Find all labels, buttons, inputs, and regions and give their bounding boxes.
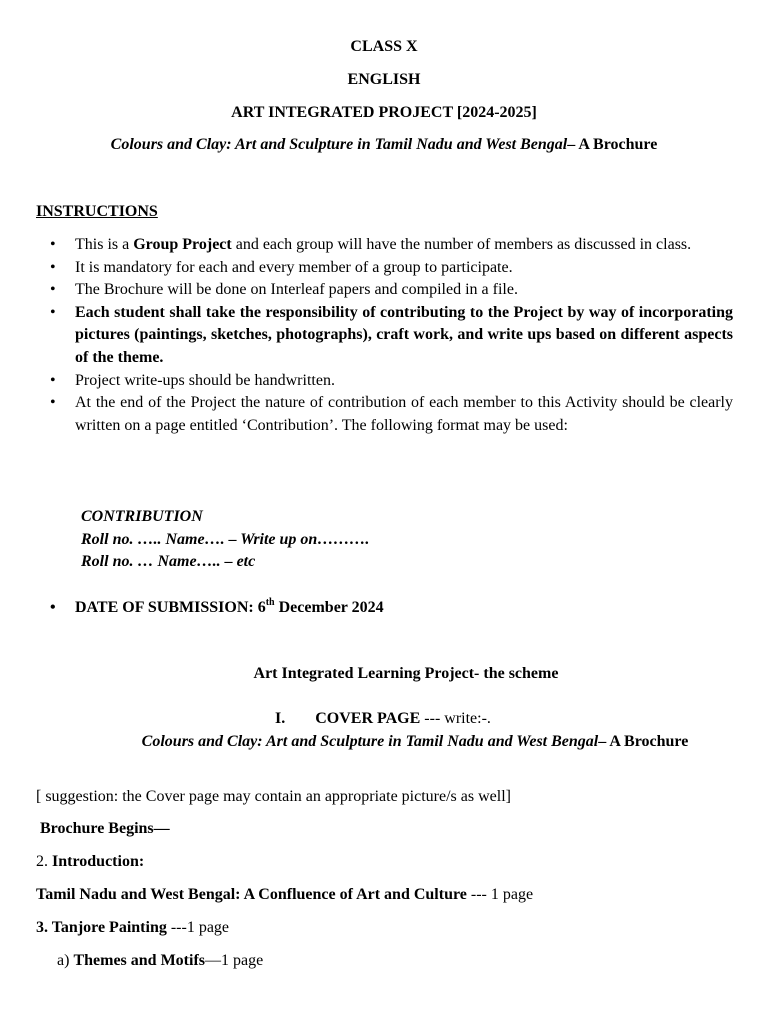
subject-heading: ENGLISH: [347, 71, 421, 88]
scheme-title: Art Integrated Learning Project- the scheme: [253, 665, 559, 682]
cover-label: COVER PAGE: [315, 710, 421, 727]
themes-letter: a): [57, 952, 74, 969]
confluence-title: Tamil Nadu and West Bengal: A Confluence of Art and Culture: [36, 886, 467, 903]
cover-rest: --- write:-.: [420, 710, 491, 727]
item-bold: Group Project: [133, 236, 232, 253]
tanjore-rest: ---1 page: [166, 919, 230, 936]
theme-title: Colours and Clay: Art and Sculpture in Tamil Nadu and West Bengal: [110, 136, 568, 153]
contribution-line-1: Roll no. ….. Name…. – Write up on……….: [81, 531, 370, 548]
item-text: The Brochure will be done on Interleaf papers and compiled in a file.: [75, 281, 518, 299]
intro-label: Introduction:: [52, 853, 145, 870]
item-bold: Each student shall take the responsibility of contributing to the Project by way of incorporating pictures (paintings, sketches, photographs), craft work, and write ups based on different aspects of the theme.: [75, 303, 733, 366]
submission-list: [36, 597, 733, 620]
class-heading: CLASS X: [350, 38, 418, 55]
item-text: This is a: [75, 236, 134, 253]
cover-page-line: [275, 708, 491, 730]
tanjore-title: 3. Tanjore Painting: [36, 919, 167, 936]
cover-theme-suffix: – A Brochure: [598, 733, 689, 750]
themes-rest: —1 page: [205, 952, 264, 969]
themes-title: Themes and Motifs: [73, 952, 205, 969]
instructions-heading: INSTRUCTIONS: [36, 203, 158, 220]
cover-theme-line: [0, 731, 768, 753]
brochure-begins: Brochure Begins—: [40, 820, 170, 837]
tanjore-line: [36, 917, 229, 939]
item-text: It is mandatory for each and every member of a group to participate.: [75, 258, 513, 276]
intro-line: [36, 851, 144, 873]
list-item: [36, 234, 733, 257]
submission-sup: th: [265, 596, 275, 608]
theme-line: [0, 134, 768, 156]
suggestion: [ suggestion: the Cover page may contain an appropriate picture/s as well]: [36, 788, 511, 805]
project-heading: ART INTEGRATED PROJECT [2024-2025]: [231, 104, 537, 121]
instructions-list: [36, 234, 733, 437]
item-text: Project write-ups should be handwritten.: [75, 371, 335, 389]
list-item: [36, 279, 733, 302]
submission-label: DATE OF SUBMISSION: 6: [75, 599, 266, 616]
list-item: [36, 370, 733, 393]
confluence-rest: --- 1 page: [466, 886, 534, 903]
list-item: [36, 392, 733, 437]
list-item: [36, 257, 733, 280]
contribution-line-2: Roll no. … Name….. – etc: [81, 553, 256, 570]
item-text: At the end of the Project the nature of contribution of each member to this Activity should be clearly written on a page entitled ‘Contribution’. The following format may be used:: [75, 394, 733, 434]
cover-num: I.: [275, 710, 286, 727]
cover-theme-title: Colours and Clay: Art and Sculpture in Tamil Nadu and West Bengal: [141, 733, 599, 750]
contribution-title: CONTRIBUTION: [81, 508, 203, 525]
intro-num: 2.: [36, 853, 52, 870]
item-text: and each group will have the number of members as discussed in class.: [231, 236, 692, 253]
confluence-line: [36, 884, 533, 906]
submission-date: [36, 597, 733, 620]
submission-rest: December 2024: [274, 599, 384, 616]
themes-line: [57, 950, 263, 972]
list-item: [36, 302, 733, 370]
theme-suffix: – A Brochure: [567, 136, 658, 153]
